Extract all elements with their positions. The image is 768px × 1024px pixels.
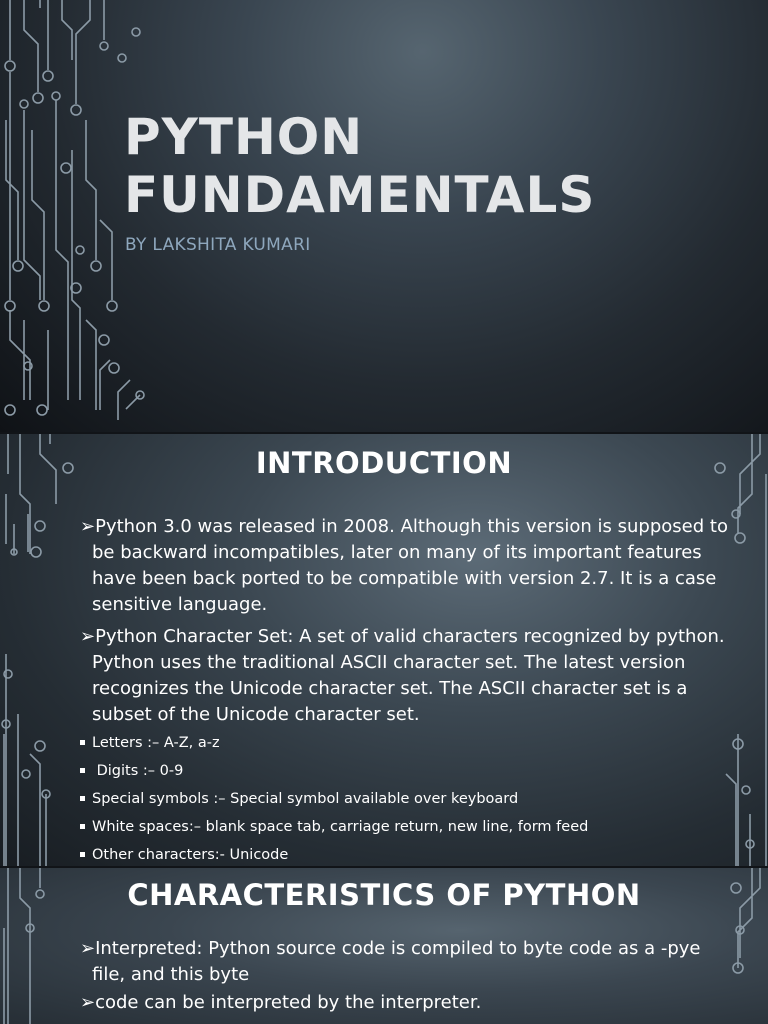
intro-paragraph-2 [80, 624, 732, 728]
list-item: Letters :– A-Z, a-z [78, 732, 588, 760]
list-item: Digits :– 0-9 [78, 760, 588, 788]
arrow-bullet-icon: ➢ [80, 626, 96, 647]
square-bullet-icon [80, 740, 85, 745]
square-bullet-icon [80, 768, 85, 773]
square-bullet-icon [80, 824, 85, 829]
page-title [124, 108, 595, 224]
characteristics-slide [0, 868, 768, 1024]
circuit-decoration-left [0, 434, 80, 866]
paragraph-text: code can be interpreted by the interpreter. [95, 992, 482, 1013]
list-item: Special symbols :– Special symbol available over keyboard [78, 788, 588, 816]
square-bullet-icon [80, 796, 85, 801]
list-item: White spaces:– blank space tab, carriage return, new line, form feed [78, 816, 588, 844]
square-bullet-icon [80, 852, 85, 857]
introduction-slide [0, 434, 768, 866]
arrow-bullet-icon: ➢ [80, 938, 96, 959]
characteristics-paragraph-1 [80, 936, 732, 988]
slide-heading: INTRODUCTION [255, 446, 513, 480]
title-line-2: FUNDAMENTALS [124, 166, 596, 224]
character-set-list [78, 732, 588, 866]
paragraph-text: Python 3.0 was released in 2008. Although this version is supposed to be backward incompatibles, later on many of its important features have been back ported to be compatible with version 2.7. It is a case sensitive language. [92, 516, 728, 615]
paragraph-text: Interpreted: Python source code is compiled to byte code as a -pye file, and this byte [92, 938, 701, 985]
slide-heading: CHARACTERISTICS OF PYTHON [127, 878, 641, 912]
arrow-bullet-icon: ➢ [80, 516, 96, 537]
paragraph-text: Python Character Set: A set of valid characters recognized by python. Python uses the traditional ASCII character set. The latest version recognizes the Unicode character set. The ASCII character set is a subset of the Unicode character set. [92, 626, 725, 725]
intro-paragraph-1 [80, 514, 732, 618]
title-line-1: PYTHON [124, 108, 364, 166]
list-item: Other characters:- Unicode [78, 844, 588, 866]
characteristics-paragraph-2 [80, 990, 732, 1016]
title-slide [0, 0, 768, 432]
author-subtitle: BY LAKSHITA KUMARI [125, 235, 311, 255]
arrow-bullet-icon: ➢ [80, 992, 96, 1013]
